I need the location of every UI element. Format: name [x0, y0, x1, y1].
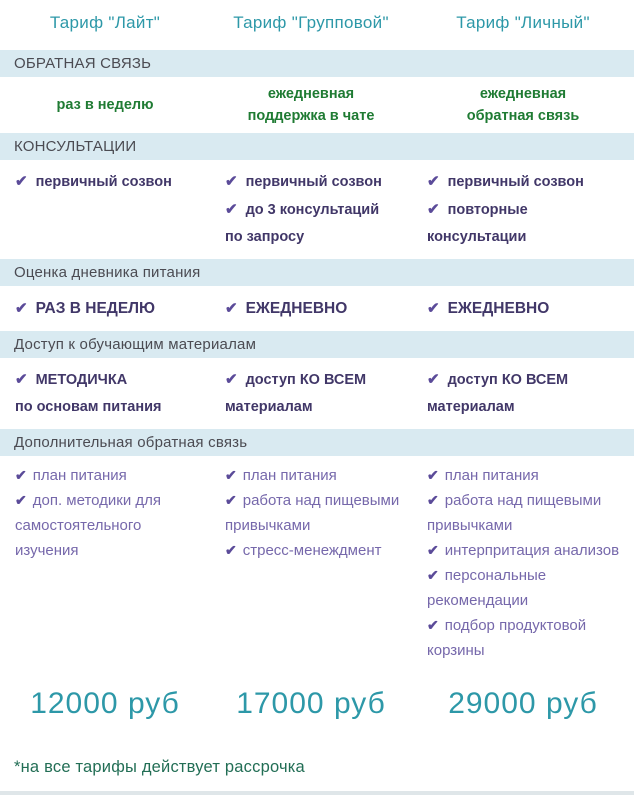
feature-item [225, 488, 408, 538]
section-row-materials [0, 358, 634, 429]
feature-item [15, 488, 206, 563]
plan-cell [412, 160, 634, 259]
check-icon: ✔ [427, 492, 439, 508]
check-icon: ✔ [427, 467, 439, 483]
tariff-title-light: Тариф "Лайт" [49, 13, 161, 32]
feature-text: материалам [225, 399, 313, 415]
feature-text: подбор продуктовой [444, 617, 587, 634]
feature-item [427, 463, 630, 488]
feature-item [225, 168, 408, 196]
installment-footnote: *на все тарифы действует рассрочка [14, 758, 305, 776]
feature-text: первичный созвон [35, 174, 172, 190]
tariff-title-personal: Тариф "Личный" [456, 13, 590, 32]
feature-text: план питания [32, 467, 127, 484]
feature-text: план питания [242, 467, 337, 484]
feature-item [427, 295, 630, 322]
plan-cell [0, 81, 210, 129]
section-header-materials: Доступ к обучающим материалам [0, 331, 634, 358]
check-icon: ✔ [427, 371, 440, 388]
feature-item [225, 295, 408, 322]
feature-text: работа над пищевыми [444, 492, 602, 509]
check-icon: ✔ [15, 492, 27, 508]
feature-text: ежедневная [479, 86, 567, 102]
tariff-title-row [0, 0, 634, 50]
plan-cell [0, 456, 210, 671]
check-icon: ✔ [15, 173, 28, 190]
feature-text: по основам питания [15, 399, 162, 415]
feature-text: ЕЖЕДНЕВНО [447, 300, 550, 317]
plan-cell [210, 81, 412, 129]
check-icon: ✔ [427, 173, 440, 190]
check-icon: ✔ [225, 492, 237, 508]
feature-text: работа над пищевыми [242, 492, 400, 509]
feature-text: привычками [427, 517, 513, 534]
section-header-consultations: КОНСУЛЬТАЦИИ [0, 133, 634, 160]
feature-item [427, 488, 630, 538]
section-row-consultations [0, 160, 634, 259]
check-icon: ✔ [15, 300, 28, 317]
check-icon: ✔ [225, 173, 238, 190]
tariff-title-group: Тариф "Групповой" [233, 13, 389, 32]
plan-cell [210, 358, 412, 429]
check-icon: ✔ [427, 542, 439, 558]
feature-text: персональные [444, 567, 547, 584]
check-icon: ✔ [427, 201, 440, 218]
feature-text: МЕТОДИЧКА [35, 372, 128, 388]
check-icon: ✔ [15, 371, 28, 388]
section-row-feedback [0, 77, 634, 133]
feature-item [225, 538, 408, 563]
price-row [0, 687, 634, 721]
feature-text: ЕЖЕДНЕВНО [245, 300, 348, 317]
check-icon: ✔ [15, 467, 27, 483]
feature-item [225, 366, 408, 421]
section-header-food-diary: Оценка дневника питания [0, 259, 634, 286]
plan-cell [210, 286, 412, 331]
feature-item [15, 463, 206, 488]
price-light: 12000 руб [30, 687, 180, 720]
plan-cell [0, 286, 210, 331]
feature-item [15, 168, 206, 196]
check-icon: ✔ [427, 300, 440, 317]
feature-item [15, 366, 206, 421]
feature-item [427, 563, 630, 613]
plan-cell [0, 160, 210, 259]
check-icon: ✔ [225, 371, 238, 388]
plan-cell [412, 81, 634, 129]
feature-text: раз в неделю [56, 97, 154, 113]
feature-item [225, 463, 408, 488]
feature-text: корзины [427, 642, 485, 659]
plan-cell [0, 358, 210, 429]
feature-item [427, 196, 630, 251]
plan-cell [412, 358, 634, 429]
feature-text: повторные консультации [427, 202, 528, 245]
feature-text: интерпритация анализов [444, 542, 620, 559]
feature-text: доступ КО ВСЕМ [245, 372, 367, 388]
feature-item [427, 366, 630, 421]
feature-text: до 3 консультаций [245, 202, 380, 218]
check-icon: ✔ [225, 201, 238, 218]
plan-cell [412, 286, 634, 331]
feature-item [225, 196, 408, 251]
plan-cell [210, 160, 412, 259]
check-icon: ✔ [427, 567, 439, 583]
feature-text: материалам [427, 399, 515, 415]
feature-text: первичный созвон [245, 174, 382, 190]
feature-text: по запросу [225, 229, 305, 245]
section-header-extra-feedback: Дополнительная обратная связь [0, 429, 634, 456]
feature-text: первичный созвон [447, 174, 584, 190]
feature-item [427, 168, 630, 196]
feature-text: ежедневная [267, 86, 355, 102]
section-row-extra-feedback [0, 456, 634, 671]
feature-text: рекомендации [427, 592, 529, 609]
check-icon: ✔ [427, 617, 439, 633]
feature-text: привычками [225, 517, 311, 534]
price-personal: 29000 руб [448, 687, 598, 720]
feature-text: самостоятельного изучения [15, 517, 142, 559]
feature-text: обратная связь [466, 108, 580, 124]
section-header-feedback: ОБРАТНАЯ СВЯЗЬ [0, 50, 634, 77]
feature-text: доступ КО ВСЕМ [447, 372, 569, 388]
feature-text: поддержка в чате [247, 108, 375, 124]
price-group: 17000 руб [236, 687, 386, 720]
feature-text: РАЗ В НЕДЕЛЮ [35, 300, 156, 317]
bottom-divider [0, 791, 634, 795]
feature-item [427, 538, 630, 563]
plan-cell [412, 456, 634, 671]
check-icon: ✔ [225, 542, 237, 558]
feature-item [15, 295, 206, 322]
check-icon: ✔ [225, 300, 238, 317]
check-icon: ✔ [225, 467, 237, 483]
section-row-food-diary [0, 286, 634, 331]
feature-text: план питания [444, 467, 539, 484]
feature-text: доп. методики для [32, 492, 162, 509]
feature-item [427, 613, 630, 663]
plan-cell [210, 456, 412, 671]
feature-text: стресс-менеждмент [242, 542, 382, 559]
